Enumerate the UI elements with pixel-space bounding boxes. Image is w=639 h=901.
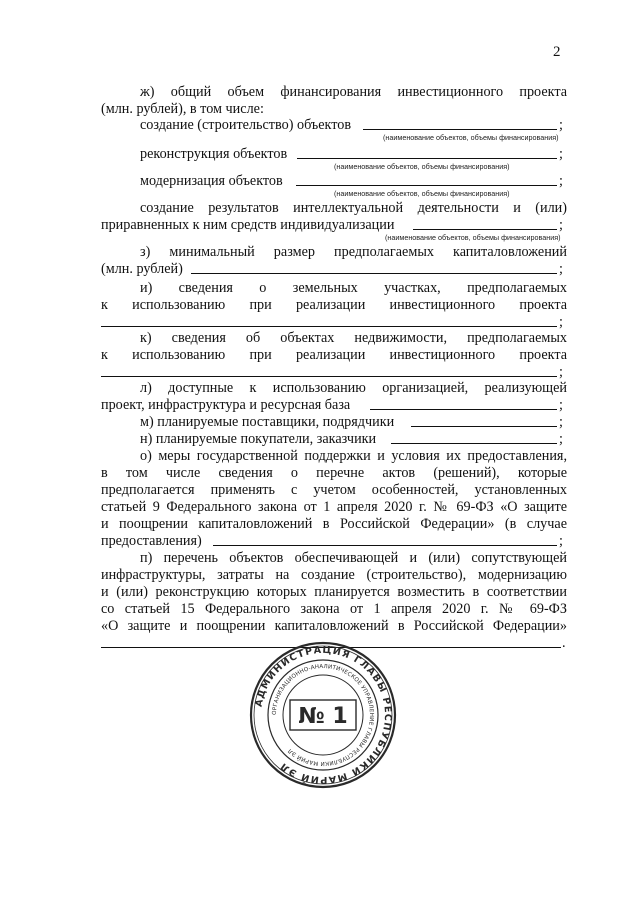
creation-blank <box>363 129 557 130</box>
item-k-line1: к) сведения об объектах недвижимости, предполагаемых <box>140 330 567 346</box>
item-m: м) планируемые поставщики, подрядчики <box>140 414 395 430</box>
semicolon: ; <box>559 397 563 413</box>
item-o-line1: о) меры государственной поддержки и условия их предоставления, <box>140 448 567 464</box>
ip-line1: создание результатов интеллектуальной деятельности и (или) <box>140 200 567 216</box>
item-p-line1: п) перечень объектов обеспечивающей и (или) сопутствующей <box>140 550 567 566</box>
o-blank <box>213 545 557 546</box>
item-n: н) планируемые покупатели, заказчики <box>140 431 377 447</box>
item-o-line3: предполагается применять с учетом особенностей, установленных <box>101 482 567 498</box>
item-i-line2: к использованию при реализации инвестиционного проекта <box>101 297 567 313</box>
modernization-blank <box>296 185 557 186</box>
semicolon: ; <box>559 217 563 233</box>
item-l-line1: л) доступные к использованию организацией, реализующей <box>140 380 567 396</box>
seal-stamp <box>248 640 398 790</box>
modernization-label: модернизация объектов <box>140 173 283 189</box>
item-k-line2: к использованию при реализации инвестиционного проекта <box>101 347 567 363</box>
creation-caption: (наименование объектов, объемы финансирования) <box>383 133 559 142</box>
semicolon: ; <box>559 261 563 277</box>
stamp-number: № 1 <box>298 704 348 729</box>
item-p-line2: инфраструктуры, затраты на создание (строительство), модернизацию <box>101 567 567 583</box>
item-o-line4: статьей 9 Федерального закона от 1 апреля 2020 г. № 69-ФЗ «О защите <box>101 499 567 515</box>
i-blank <box>101 326 557 327</box>
ip-line2: приравненных к ним средств индивидуализации <box>101 217 395 233</box>
stamp-outer-text: АДМИНИСТРАЦИЯ ГЛАВЫ РЕСПУБЛИКИ МАРИЙ ЭЛ <box>253 644 394 786</box>
stamp-inner-text: ОРГАНИЗАЦИОННО-АНАЛИТИЧЕСКОЕ УПРАВЛЕНИЕ ГЛАВЫ РЕСПУБЛИКИ МАРИЙ ЭЛ <box>271 663 375 767</box>
item-p-line3: и (или) реконструкцию которых планируется возместить в соответствии <box>101 584 567 600</box>
semicolon: ; <box>559 314 563 330</box>
reconstruction-label: реконструкция объектов <box>140 146 288 162</box>
m-blank <box>411 426 557 427</box>
item-o-line6: предоставления) <box>101 533 202 549</box>
ip-caption: (наименование объектов, объемы финансирования) <box>385 233 561 242</box>
semicolon: ; <box>559 117 563 133</box>
ip-blank <box>413 229 557 230</box>
reconstruction-caption: (наименование объектов, объемы финансирования) <box>334 162 510 171</box>
k-blank <box>101 376 557 377</box>
item-o-line5: и поощрении капиталовложений в Российской Федерации» (в случае <box>101 516 567 532</box>
semicolon: ; <box>559 173 563 189</box>
l-blank <box>370 409 557 410</box>
item-z-line1: з) минимальный размер предполагаемых капиталовложений <box>140 244 567 260</box>
item-zh-line1: ж) общий объем финансирования инвестиционного проекта <box>140 84 567 100</box>
z-blank <box>191 273 557 274</box>
item-l-line2: проект, инфраструктура и ресурсная база <box>101 397 351 413</box>
item-p-line4: со статьей 15 Федерального закона от 1 апреля 2020 г. № 69-ФЗ <box>101 601 567 617</box>
item-zh-line2: (млн. рублей), в том числе: <box>101 101 264 117</box>
item-i-line1: и) сведения о земельных участках, предполагаемых <box>140 280 567 296</box>
semicolon: ; <box>559 414 563 430</box>
item-z-line2: (млн. рублей) <box>101 261 183 277</box>
reconstruction-blank <box>297 158 557 159</box>
modernization-caption: (наименование объектов, объемы финансирования) <box>334 189 510 198</box>
creation-label: создание (строительство) объектов <box>140 117 352 133</box>
semicolon: ; <box>559 146 563 162</box>
item-o-line2: в том числе сведения о перечне актов (решений), которые <box>101 465 567 481</box>
item-p-line5: «О защите и поощрении капиталовложений в Российской Федерации» <box>101 618 567 634</box>
n-blank <box>391 443 557 444</box>
period: . <box>562 635 566 651</box>
semicolon: ; <box>559 533 563 549</box>
page-number: 2 <box>553 44 561 60</box>
semicolon: ; <box>559 431 563 447</box>
semicolon: ; <box>559 364 563 380</box>
